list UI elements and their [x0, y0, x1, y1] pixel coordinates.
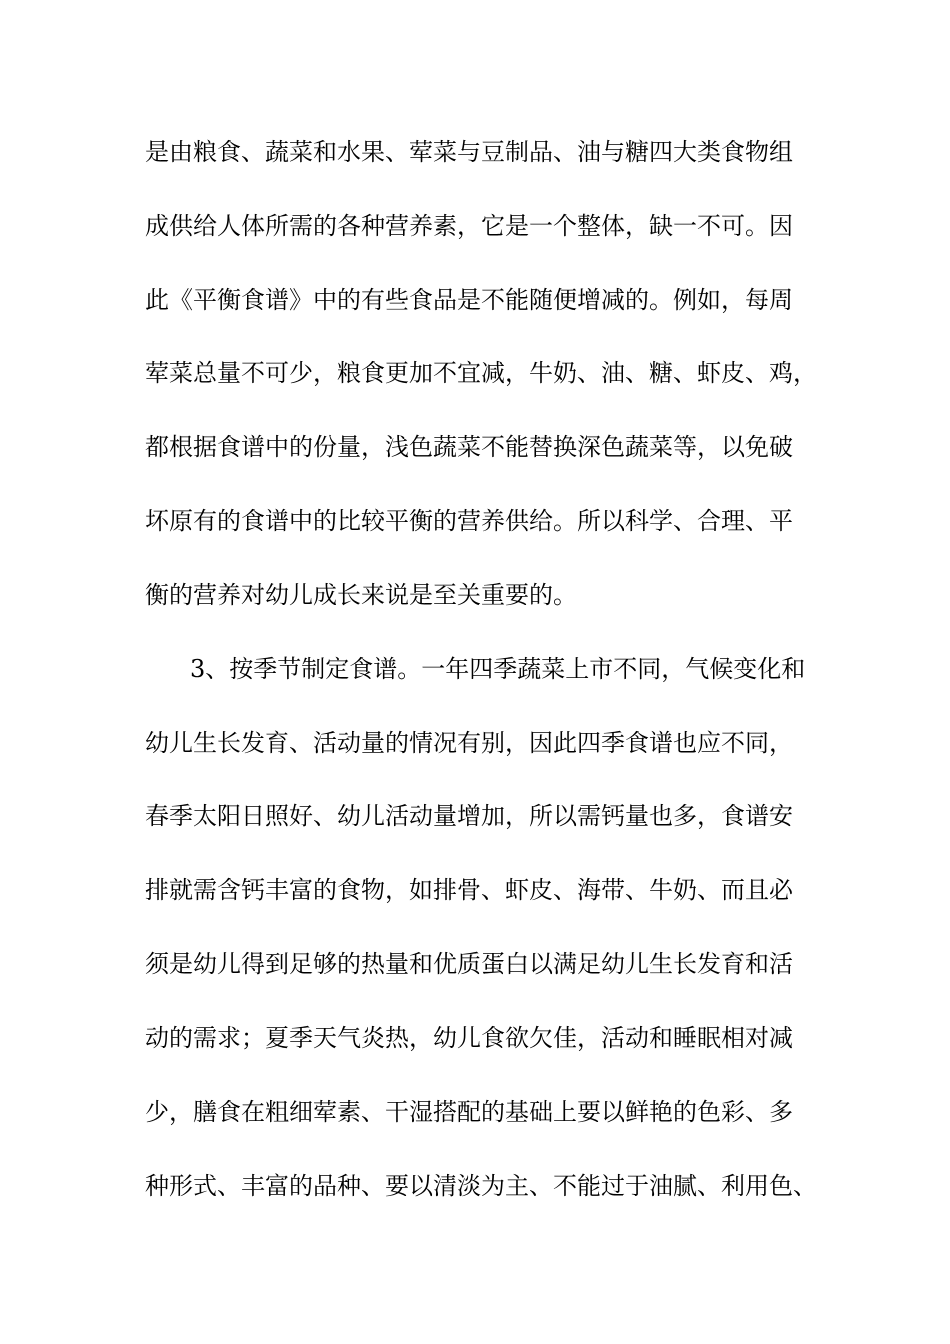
paragraph-line: 坏原有的食谱中的比较平衡的营养供给。所以科学、合理、平	[145, 507, 793, 535]
paragraph-line: 种形式、丰富的品种、要以清淡为主、不能过于油腻、利用色、	[145, 1172, 817, 1200]
paragraph-line: 排就需含钙丰富的食物，如排骨、虾皮、海带、牛奶、而且必	[145, 876, 793, 904]
paragraph-line: 此《平衡食谱》中的有些食品是不能随便增减的。例如，每周	[145, 286, 793, 314]
paragraph-line: 春季太阳日照好、幼儿活动量增加，所以需钙量也多，食谱安	[145, 802, 793, 830]
paragraph-line: 衡的营养对幼儿成长来说是至关重要的。	[145, 581, 577, 609]
paragraph-line: 少，膳食在粗细荤素、干湿搭配的基础上要以鲜艳的色彩、多	[145, 1098, 793, 1126]
paragraph-line: 成供给人体所需的各种营养素，它是一个整体，缺一不可。因	[145, 212, 793, 240]
paragraph-line: 幼儿生长发育、活动量的情况有别，因此四季食谱也应不同，	[145, 729, 793, 757]
paragraph-line: 须是幼儿得到足够的热量和优质蛋白以满足幼儿生长发育和活	[145, 950, 793, 978]
paragraph-line: 都根据食谱中的份量，浅色蔬菜不能替换深色蔬菜等，以免破	[145, 433, 793, 461]
paragraph-line: 是由粮食、蔬菜和水果、荤菜与豆制品、油与糖四大类食物组	[145, 138, 793, 166]
paragraph-line: 3、按季节制定食谱。一年四季蔬菜上市不同，气候变化和	[190, 655, 806, 683]
paragraph-line: 荤菜总量不可少，粮食更加不宜减，牛奶、油、糖、虾皮、鸡，	[145, 359, 817, 387]
paragraph-line: 动的需求；夏季天气炎热，幼儿食欲欠佳，活动和睡眠相对减	[145, 1024, 793, 1052]
